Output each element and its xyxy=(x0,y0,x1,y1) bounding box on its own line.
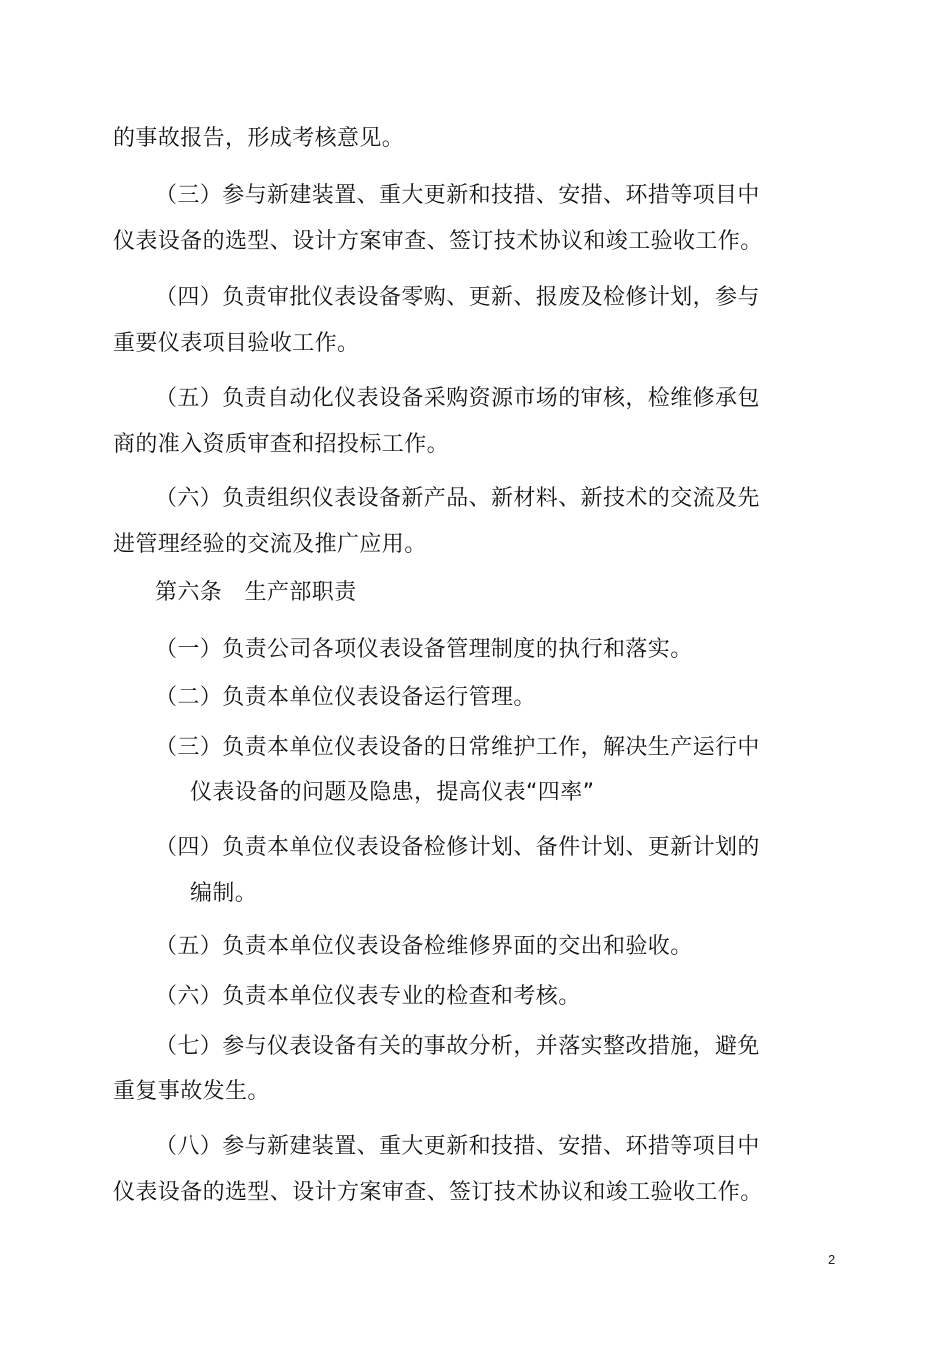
text-line: （一）负责公司各项仪表设备管理制度的执行和落实。 xyxy=(155,637,693,662)
text-line: 重复事故发生。 xyxy=(113,1079,270,1104)
text-line: （五）负责自动化仪表设备采购资源市场的审核，检维修承包 xyxy=(155,386,760,411)
text-line: （七）参与仪表设备有关的事故分析，并落实整改措施，避免 xyxy=(155,1034,760,1059)
text-line: （三）参与新建装置、重大更新和技措、安措、环措等项目中 xyxy=(155,183,760,208)
text-line: 进管理经验的交流及推广应用。 xyxy=(113,532,427,557)
text-line: 仪表设备的选型、设计方案审查、签订技术协议和竣工验收工作。 xyxy=(113,1180,763,1205)
text-line: 编制。 xyxy=(190,881,258,906)
text-line: 商的准入资质审查和招投标工作。 xyxy=(113,432,450,457)
text-line: （五）负责本单位仪表设备检维修界面的交出和验收。 xyxy=(155,934,693,959)
text-line: （六）负责本单位仪表专业的检查和考核。 xyxy=(155,984,581,1009)
text-line: 的事故报告，形成考核意见。 xyxy=(113,126,405,151)
text-line: （八）参与新建装置、重大更新和技措、安措、环措等项目中 xyxy=(155,1134,760,1159)
text-line: （二）负责本单位仪表设备运行管理。 xyxy=(155,685,536,710)
text-line: （三）负责本单位仪表设备的日常维护工作，解决生产运行中 xyxy=(155,735,760,760)
text-line: （四）负责审批仪表设备零购、更新、报废及检修计划，参与 xyxy=(155,285,760,310)
text-line: 仪表设备的问题及隐患，提高仪表“四率” xyxy=(190,780,595,805)
text-line: （六）负责组织仪表设备新产品、新材料、新技术的交流及先 xyxy=(155,486,760,511)
text-line: （四）负责本单位仪表设备检修计划、备件计划、更新计划的 xyxy=(155,835,760,860)
section-heading: 第六条 生产部职责 xyxy=(155,580,357,605)
page-number: 2 xyxy=(828,1252,836,1267)
text-line: 重要仪表项目验收工作。 xyxy=(113,331,360,356)
text-line: 仪表设备的选型、设计方案审查、签订技术协议和竣工验收工作。 xyxy=(113,229,763,254)
